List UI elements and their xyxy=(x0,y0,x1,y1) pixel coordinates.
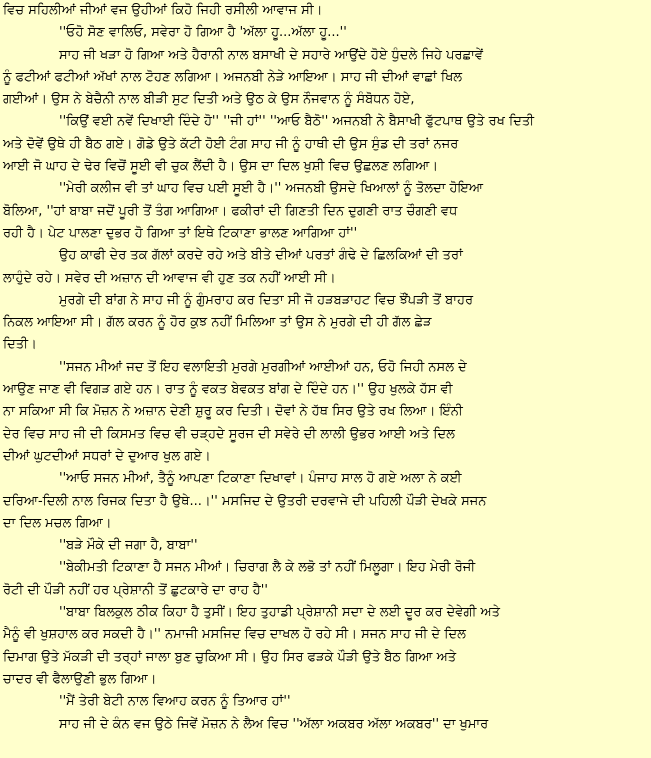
text-line: ਨਾ ਸਕਿਆ ਸੀ ਕਿ ਮੋਜ਼ਨ ਨੇ ਅਜ਼ਾਨ ਦੇਣੀ ਸ਼ੁਰੂ ਕਰ ਦਿਤੀ। ਦੋਵਾਂ ਨੇ ਹੱਥ ਸਿਰ ਉਤੇ ਰਖ ਲਿਆ। ਇੰਨੀ xyxy=(3,404,463,420)
text-line: ਸਾਹ ਜੀ ਦੇ ਕੰਨ ਵਜ ਉਠੇ ਜਿਵੇਂ ਮੋਜ਼ਨ ਨੇ ਲੈਅ ਵਿਚ ''ਅੱਲਾ ਅਕਬਰ ਅੱਲਾ ਅਕਬਰ'' ਦਾ ਖੁਮਾਰ xyxy=(59,716,489,732)
text-line: ''ਮੈਂ ਤੇਰੀ ਬੇਟੀ ਨਾਲ ਵਿਆਹ ਕਰਨ ਨੂੰ ਤਿਆਰ ਹਾਂ'' xyxy=(59,694,291,710)
text-line: ਦਿਮਾਗ ਉਤੇ ਮੱਕੜੀ ਦੀ ਤਰ੍ਹਾਂ ਜਾਲਾ ਬੁਣ ਚੁਕਿਆ ਸੀ। ਉਹ ਸਿਰ ਫੜਕੇ ਪੌੜੀ ਉਤੇ ਬੈਠ ਗਿਆ ਅਤੇ xyxy=(3,649,457,665)
text-line: ''ਕਿਉਂ ਵਈ ਨਵੇਂ ਦਿਖਾਈ ਦਿੰਦੇ ਹੋ'' ''ਜੀ ਹਾਂ'' ''ਆਓ ਬੈਠੋ'' ਅਜਨਬੀ ਨੇ ਬੈਸਾਖੀ ਫੁੱਟਪਾਥ ਉਤੇ ਰਖ ਦਿਤੀ xyxy=(59,114,535,130)
text-line: ''ਬਾਬਾ ਬਿਲਕੁਲ ਠੀਕ ਕਿਹਾ ਹੈ ਤੁਸੀਂ। ਇਹ ਤੁਹਾਡੀ ਪ੍ਰੇਸ਼ਾਨੀ ਸਦਾ ਦੇ ਲਈ ਦੂਰ ਕਰ ਦੇਵੇਗੀ ਅਤੇ xyxy=(59,605,500,621)
text-line xyxy=(3,736,648,758)
text-line: ''ਓਹੋ ਸੋਣ ਵਾਲਿਓ, ਸਵੇਰਾ ਹੋ ਗਿਆ ਹੈ 'ਅੱਲਾ ਹੂ...ਅੱਲਾ ਹੂ...'' xyxy=(59,25,347,41)
text-line: ਆਈ ਜੋ ਘਾਹ ਦੇ ਢੇਰ ਵਿਚੋਂ ਸੂਈ ਵੀ ਚੁਕ ਲੈਂਦੀ ਹੈ। ਉਸ ਦਾ ਦਿਲ ਖੁਸ਼ੀ ਵਿਚ ਉਛਲਣ ਲਗਿਆ। xyxy=(3,159,438,175)
text-line: ਰੋਟੀ ਦੀ ਪੌੜੀ ਨਹੀਂ ਹਰ ਪ੍ਰੇਸ਼ਾਨੀ ਤੋਂ ਛੁਟਕਾਰੇ ਦਾ ਰਾਹ ਹੈ'' xyxy=(3,582,268,598)
text-line: ਦੇਰ ਵਿਚ ਸਾਹ ਜੀ ਦੀ ਕਿਸਮਤ ਵਿਚ ਵੀ ਚੜ੍ਹਦੇ ਸੂਰਜ ਦੀ ਸਵੇਰੇ ਦੀ ਲਾਲੀ ਉਭਰ ਆਈ ਅਤੇ ਦਿਲ xyxy=(3,426,455,442)
text-line: ਚਾਦਰ ਵੀ ਫੈਲਾਉਣੀ ਭੁਲ ਗਿਆ। xyxy=(3,671,157,687)
text-line: ਦਿਤੀ। xyxy=(3,337,37,353)
text-line: ''ਮੇਰੀ ਕਲੀਜ ਵੀ ਤਾਂ ਘਾਹ ਵਿਚ ਪਈ ਸੂਈ ਹੈ।'' ਅਜਨਬੀ ਉਸਦੇ ਖਿਆਲਾਂ ਨੂੰ ਤੋਲਦਾ ਹੋਇਆ xyxy=(59,181,483,197)
text-line: ''ਬੜੇ ਮੌਕੇ ਦੀ ਜਗਾ ਹੈ, ਬਾਬਾ'' xyxy=(59,538,198,554)
text-line: ਆਉਣ ਜਾਣ ਵੀ ਵਿਗੜ ਗਏ ਹਨ। ਰਾਤ ਨੂੰ ਵਕਤ ਬੇਵਕਤ ਬਾਂਗ ਦੇ ਦਿੰਦੇ ਹਨ।'' ਉਹ ਖੁਲਕੇ ਹੱਸ ਵੀ xyxy=(3,382,453,398)
text-line: ਰਹੀ ਹੈ। ਪੇਟ ਪਾਲਣਾ ਦੁਭਰ ਹੋ ਗਿਆ ਤਾਂ ਇਥੇ ਟਿਕਾਣਾ ਭਾਲਣ ਆਗਿਆ ਹਾਂ'' xyxy=(3,225,358,241)
text-line: ਮੈਨੂੰ ਵੀ ਖੁਸ਼ਹਾਲ ਕਰ ਸਕਦੀ ਹੈ।'' ਨਮਾਜੀ ਮਸਜਿਦ ਵਿਚ ਦਾਖਲ ਹੋ ਰਹੇ ਸੀ। ਸਜਨ ਸਾਹ ਜੀ ਦੇ ਦਿਲ xyxy=(3,627,466,643)
text-line: ਦੀਆਂ ਘੁਟਦੀਆਂ ਸਧਰਾਂ ਦੇ ਦੁਆਰ ਖੁਲ ਗਏ। xyxy=(3,448,211,464)
text-line: ਵਿਚ ਸਹਿਲੀਆਂ ਜੀਆਂ ਵਜ ਉਹੀਆਂ ਕਿਹੋ ਜਿਹੀ ਰਸੀਲੀ ਆਵਾਜ ਸੀ। xyxy=(3,3,323,18)
text-line: ''ਆਓ ਸਜਨ ਮੀਆਂ, ਤੈਨੂੰ ਆਪਣਾ ਟਿਕਾਣਾ ਦਿਖਾਵਾਂ। ਪੰਜਾਹ ਸਾਲ ਹੋ ਗਏ ਅਲਾ ਨੇ ਕਈ xyxy=(59,471,462,487)
text-line: ਮੁਰਗੇ ਦੀ ਬਾਂਗ ਨੇ ਸਾਹ ਜੀ ਨੂੰ ਗੁੰਮਰਾਹ ਕਰ ਦਿਤਾ ਸੀ ਜੋ ਹੜਬੜਾਹਟ ਵਿਚ ਝੌਂਪੜੀ ਤੋਂ ਬਾਹਰ xyxy=(59,292,473,308)
text-line: ਉਹ ਕਾਫੀ ਦੇਰ ਤਕ ਗੱਲਾਂ ਕਰਦੇ ਰਹੇ ਅਤੇ ਬੀਤੇ ਦੀਆਂ ਪਰਤਾਂ ਗੰਢੇ ਦੇ ਛਿਲਕਿਆਂ ਦੀ ਤਰਾਂ xyxy=(59,248,463,264)
text-line: ਗਈਆਂ। ਉਸ ਨੇ ਬੇਚੈਨੀ ਨਾਲ ਬੀੜੀ ਸੁਟ ਦਿਤੀ ਅਤੇ ਉਠ ਕੇ ਉਸ ਨੌਜਵਾਨ ਨੂੰ ਸੰਬੋਧਨ ਹੋਏ, xyxy=(3,92,415,108)
text-line: ਬੋਲਿਆ, ''ਹਾਂ ਬਾਬਾ ਜਦੋਂ ਪੂਰੀ ਤੋਂ ਤੰਗ ਆਗਿਆ। ਫਕੀਰਾਂ ਦੀ ਗਿਣਤੀ ਦਿਨ ਦੁਗਣੀ ਰਾਤ ਚੌਗਣੀ ਵਧ xyxy=(3,203,458,219)
text-line: ''ਬੇਕੀਮਤੀ ਟਿਕਾਣਾ ਹੈ ਸਜਨ ਮੀਆਂ। ਚਿਰਾਗ ਲੈ ਕੇ ਲਭੋ ਤਾਂ ਨਹੀਂ ਮਿਲੂਗਾ। ਇਹ ਮੇਰੀ ਰੋਜੀ xyxy=(59,560,476,576)
text-line: ਦਾ ਦਿਲ ਮਚਲ ਗਿਆ। xyxy=(3,515,112,531)
text-line: ਦਰਿਆ-ਦਿਲੀ ਨਾਲ ਰਿਜਕ ਦਿਤਾ ਹੈ ਉਥੇ...।'' ਮਸਜਿਦ ਦੇ ਉਤਰੀ ਦਰਵਾਜੇ ਦੀ ਪਹਿਲੀ ਪੌੜੀ ਦੇਖਕੇ ਸਜਨ xyxy=(3,493,487,509)
text-line: ਲਾਹੁੰਦੇ ਰਹੇ। ਸਵੇਰ ਦੀ ਅਜ਼ਾਨ ਦੀ ਆਵਾਜ ਵੀ ਹੁਣ ਤਕ ਨਹੀਂ ਆਈ ਸੀ। xyxy=(3,270,336,286)
text-line: ਸਾਹ ਜੀ ਖੜਾ ਹੋ ਗਿਆ ਅਤੇ ਹੈਰਾਨੀ ਨਾਲ ਬਸਾਖੀ ਦੇ ਸਹਾਰੇ ਆਉਂਦੇ ਹੋਏ ਧੁੰਦਲੇ ਜਿਹੇ ਪਰਛਾਵੇਂ xyxy=(59,47,483,63)
text-line: ਅਤੇ ਦੋਵੇਂ ਉਥੇ ਹੀ ਬੈਠ ਗਏ। ਗੋਡੇ ਉਤੇ ਕੱਟੀ ਹੋਈ ਟੰਗ ਸਾਹ ਜੀ ਨੂੰ ਹਾਥੀ ਦੀ ਉਸ ਸੁੰਡ ਦੀ ਤਰਾਂ ਨਜਰ xyxy=(3,136,459,152)
text-line: ''ਸਜਨ ਮੀਆਂ ਜਦ ਤੋਂ ਇਹ ਵਲਾਇਤੀ ਮੁਰਗੇ ਮੁਰਗੀਆਂ ਆਈਆਂ ਹਨ, ਓਹੋ ਜਿਹੀ ਨਸਲ ਦੇ xyxy=(59,359,467,375)
text-line: ਨੂੰ ਫਟੀਆਂ ਫਟੀਆਂ ਅੱਖਾਂ ਨਾਲ ਟੋਹਣ ਲਗਿਆ। ਅਜਨਬੀ ਨੇੜੇ ਆਇਆ। ਸਾਹ ਜੀ ਦੀਆਂ ਵਾਛਾਂ ਖਿਲ xyxy=(3,69,463,85)
text-line: ਨਿਕਲ ਆਇਆ ਸੀ। ਗੱਲ ਕਰਨ ਨੂੰ ਹੋਰ ਕੁਝ ਨਹੀਂ ਮਿਲਿਆ ਤਾਂ ਉਸ ਨੇ ਮੁਰਗੇ ਦੀ ਹੀ ਗੱਲ ਛੇੜ xyxy=(3,315,432,331)
